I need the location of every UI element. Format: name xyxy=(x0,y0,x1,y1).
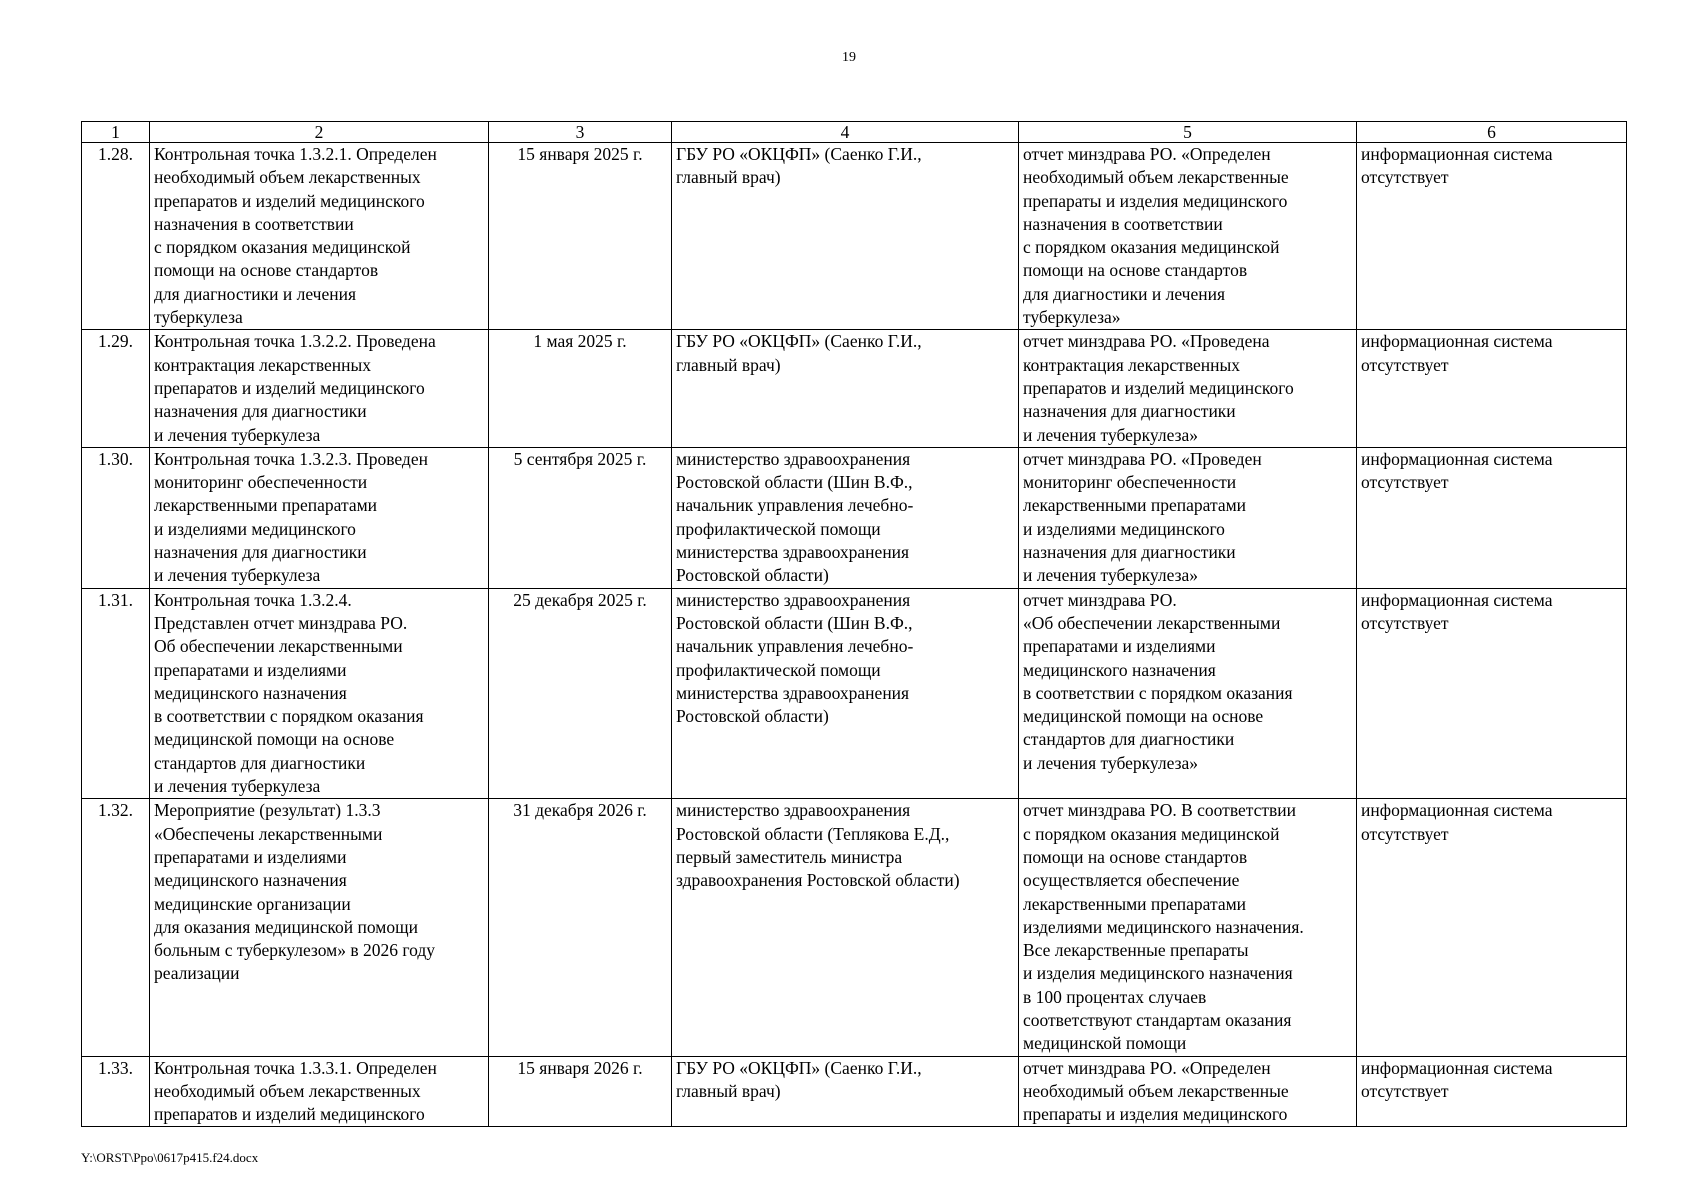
event-name-cell-line: для оказания медицинской помощи xyxy=(154,916,418,937)
result-cell-line: отчет минздрава РО. «Проведен xyxy=(1023,448,1262,469)
responsible-cell-line: профилактической помощи xyxy=(676,518,881,539)
event-name-cell-line: медицинского назначения xyxy=(154,682,347,703)
event-name-cell-line: для диагностики и лечения xyxy=(154,283,357,304)
event-name-cell-line: препаратами и изделиями xyxy=(154,659,347,680)
responsible-cell-line: начальник управления лечебно- xyxy=(676,495,914,516)
info-system-cell-line: информационная система xyxy=(1361,589,1553,610)
responsible-cell-line: начальник управления лечебно- xyxy=(676,636,914,657)
event-name-cell-line: назначения для диагностики xyxy=(154,542,367,563)
responsible-cell xyxy=(672,330,1019,447)
event-name-cell-line: назначения в соответствии xyxy=(154,213,354,234)
info-system-cell-line: отсутствует xyxy=(1361,823,1449,844)
result-cell xyxy=(1019,143,1357,330)
responsible-cell-line: Ростовской области (Теплякова Е.Д., xyxy=(676,823,950,844)
result-cell-line: стандартов для диагностики xyxy=(1023,729,1235,750)
event-name-cell-line: медицинской помощи на основе xyxy=(154,729,395,750)
result-cell-line: медицинской помощи xyxy=(1023,1033,1187,1054)
responsible-cell-line: министерство здравоохранения xyxy=(676,589,911,610)
column-header: 4 xyxy=(672,122,1019,143)
event-name-cell-line: с порядком оказания медицинской xyxy=(154,237,411,258)
info-system-cell-line: отсутствует xyxy=(1361,612,1449,633)
event-name-cell-line: назначения для диагностики xyxy=(154,401,367,422)
result-cell-line: лекарственными препаратами xyxy=(1023,893,1247,914)
event-name-cell-line: в соответствии с порядком оказания xyxy=(154,706,424,727)
event-name-cell-line: Об обеспечении лекарственными xyxy=(154,636,403,657)
event-name-cell-line: необходимый объем лекарственных xyxy=(154,167,421,188)
row-number: 1.28. xyxy=(82,143,150,330)
result-cell-line: в 100 процентах случаев xyxy=(1023,986,1207,1007)
event-name-cell-line: препаратов и изделий медицинского xyxy=(154,190,425,211)
event-name-cell-line: препаратами и изделиями xyxy=(154,846,347,867)
responsible-cell-line: Ростовской области) xyxy=(676,706,829,727)
result-cell-line: и изделиями медицинского xyxy=(1023,518,1225,539)
result-cell xyxy=(1019,1056,1357,1127)
event-name-cell xyxy=(150,330,489,447)
responsible-cell-line: профилактической помощи xyxy=(676,659,881,680)
event-name-cell xyxy=(150,588,489,799)
table-row xyxy=(82,143,1627,330)
result-cell-line: соответствуют стандартам оказания xyxy=(1023,1009,1292,1030)
info-system-cell xyxy=(1357,799,1627,1056)
event-name-cell-line: медицинские организации xyxy=(154,893,351,914)
info-system-cell-line: информационная система xyxy=(1361,331,1553,352)
result-cell-line: необходимый объем лекарственные xyxy=(1023,167,1289,188)
result-cell-line: туберкулеза» xyxy=(1023,307,1121,328)
result-cell-line: назначения в соответствии xyxy=(1023,213,1223,234)
result-cell-line: помощи на основе стандартов xyxy=(1023,260,1248,281)
event-name-cell-line: Контрольная точка 1.3.2.2. Проведена xyxy=(154,331,436,352)
event-name-cell-line: и лечения туберкулеза xyxy=(154,776,321,797)
result-cell-line: контрактация лекарственных xyxy=(1023,354,1240,375)
result-cell-line: и лечения туберкулеза» xyxy=(1023,424,1199,445)
result-cell-line: и лечения туберкулеза» xyxy=(1023,752,1199,773)
result-cell-line: назначения для диагностики xyxy=(1023,401,1236,422)
deadline-cell: 25 декабря 2025 г. xyxy=(489,588,672,799)
row-number: 1.33. xyxy=(82,1056,150,1127)
event-name-cell-line: препаратов и изделий медицинского xyxy=(154,377,425,398)
result-cell-line: отчет минздрава РО. «Определен xyxy=(1023,144,1271,164)
result-cell xyxy=(1019,799,1357,1056)
row-number: 1.29. xyxy=(82,330,150,447)
result-cell-line: осуществляется обеспечение xyxy=(1023,870,1240,891)
responsible-cell-line: министерства здравоохранения xyxy=(676,542,910,563)
event-name-cell-line: больным с туберкулезом» в 2026 году xyxy=(154,940,436,961)
result-cell-line: препараты и изделия медицинского xyxy=(1023,1104,1288,1125)
result-cell-line: лекарственными препаратами xyxy=(1023,495,1247,516)
result-cell-line: отчет минздрава РО. «Определен xyxy=(1023,1057,1271,1078)
event-name-cell-line: медицинского назначения xyxy=(154,870,347,891)
responsible-cell-line: ГБУ РО «ОКЦФП» (Саенко Г.И., xyxy=(676,144,922,164)
row-number: 1.32. xyxy=(82,799,150,1056)
result-cell-line: препаратов и изделий медицинского xyxy=(1023,377,1294,398)
table-row xyxy=(82,447,1627,588)
event-name-cell-line: помощи на основе стандартов xyxy=(154,260,379,281)
responsible-cell xyxy=(672,1056,1019,1127)
event-name-cell-line: препаратов и изделий медицинского xyxy=(154,1104,425,1125)
table-header-row xyxy=(82,122,1627,143)
result-cell-line: в соответствии с порядком оказания xyxy=(1023,682,1293,703)
responsible-cell-line: главный врач) xyxy=(676,167,781,188)
info-system-cell xyxy=(1357,588,1627,799)
event-name-cell xyxy=(150,447,489,588)
responsible-cell-line: Ростовской области) xyxy=(676,565,829,586)
column-header: 3 xyxy=(489,122,672,143)
result-cell xyxy=(1019,330,1357,447)
responsible-cell xyxy=(672,447,1019,588)
event-name-cell-line: контрактация лекарственных xyxy=(154,354,371,375)
result-cell-line: для диагностики и лечения xyxy=(1023,283,1226,304)
column-header: 1 xyxy=(82,122,150,143)
event-name-cell-line: Контрольная точка 1.3.2.3. Проведен xyxy=(154,448,428,469)
table-row xyxy=(82,330,1627,447)
column-header: 6 xyxy=(1357,122,1627,143)
deadline-cell: 15 января 2025 г. xyxy=(489,143,672,330)
event-name-cell-line: реализации xyxy=(154,963,240,984)
event-name-cell-line: стандартов для диагностики xyxy=(154,752,366,773)
info-system-cell-line: информационная система xyxy=(1361,448,1553,469)
info-system-cell-line: отсутствует xyxy=(1361,472,1449,493)
result-cell-line: с порядком оказания медицинской xyxy=(1023,237,1280,258)
responsible-cell xyxy=(672,588,1019,799)
event-name-cell-line: и лечения туберкулеза xyxy=(154,424,321,445)
row-number: 1.31. xyxy=(82,588,150,799)
result-cell-line: отчет минздрава РО. «Проведена xyxy=(1023,331,1270,352)
event-name-cell-line: и лечения туберкулеза xyxy=(154,565,321,586)
responsible-cell-line: главный врач) xyxy=(676,1080,781,1101)
result-cell-line: мониторинг обеспеченности xyxy=(1023,472,1237,493)
info-system-cell-line: информационная система xyxy=(1361,1057,1553,1078)
info-system-cell xyxy=(1357,447,1627,588)
event-name-cell-line: Представлен отчет минздрава РО. xyxy=(154,612,408,633)
responsible-cell-line: министерства здравоохранения xyxy=(676,682,910,703)
table-row xyxy=(82,799,1627,1056)
responsible-cell-line: Ростовской области (Шин В.Ф., xyxy=(676,612,913,633)
responsible-cell-line: главный врач) xyxy=(676,354,781,375)
info-system-cell-line: отсутствует xyxy=(1361,167,1449,188)
event-name-cell-line: необходимый объем лекарственных xyxy=(154,1080,421,1101)
result-cell xyxy=(1019,447,1357,588)
event-name-cell-line: мониторинг обеспеченности xyxy=(154,472,368,493)
responsible-cell-line: здравоохранения Ростовской области) xyxy=(676,870,960,891)
responsible-cell-line: ГБУ РО «ОКЦФП» (Саенко Г.И., xyxy=(676,331,922,352)
result-cell-line: Все лекарственные препараты xyxy=(1023,940,1249,961)
deadline-cell: 31 декабря 2026 г. xyxy=(489,799,672,1056)
table-row xyxy=(82,1056,1627,1127)
event-name-cell xyxy=(150,143,489,330)
event-name-cell xyxy=(150,1056,489,1127)
deadline-cell: 15 января 2026 г. xyxy=(489,1056,672,1127)
deadline-cell: 1 мая 2025 г. xyxy=(489,330,672,447)
responsible-cell xyxy=(672,799,1019,1056)
deadline-cell: 5 сентября 2025 г. xyxy=(489,447,672,588)
result-cell-line: и лечения туберкулеза» xyxy=(1023,565,1199,586)
info-system-cell xyxy=(1357,143,1627,330)
event-name-cell-line: Контрольная точка 1.3.2.1. Определен xyxy=(154,144,437,164)
row-number: 1.30. xyxy=(82,447,150,588)
result-cell-line: препаратами и изделиями xyxy=(1023,636,1216,657)
result-cell-line: отчет минздрава РО. xyxy=(1023,589,1177,610)
responsible-cell xyxy=(672,143,1019,330)
plan-table xyxy=(81,121,1627,1127)
info-system-cell-line: информационная система xyxy=(1361,800,1553,821)
result-cell-line: и изделия медицинского назначения xyxy=(1023,963,1293,984)
table-row xyxy=(82,588,1627,799)
responsible-cell-line: ГБУ РО «ОКЦФП» (Саенко Г.И., xyxy=(676,1057,922,1078)
responsible-cell-line: министерство здравоохранения xyxy=(676,800,911,821)
result-cell-line: медицинского назначения xyxy=(1023,659,1216,680)
result-cell-line: помощи на основе стандартов xyxy=(1023,846,1248,867)
event-name-cell-line: лекарственными препаратами xyxy=(154,495,378,516)
result-cell-line: необходимый объем лекарственные xyxy=(1023,1080,1289,1101)
info-system-cell-line: отсутствует xyxy=(1361,1080,1449,1101)
page-number: 19 xyxy=(842,50,856,65)
event-name-cell-line: туберкулеза xyxy=(154,307,243,328)
event-name-cell xyxy=(150,799,489,1056)
result-cell-line: медицинской помощи на основе xyxy=(1023,706,1264,727)
info-system-cell-line: информационная система xyxy=(1361,144,1553,164)
result-cell-line: назначения для диагностики xyxy=(1023,542,1236,563)
info-system-cell-line: отсутствует xyxy=(1361,354,1449,375)
responsible-cell-line: Ростовской области (Шин В.Ф., xyxy=(676,472,913,493)
result-cell-line: «Об обеспечении лекарственными xyxy=(1023,612,1281,633)
result-cell-line: с порядком оказания медицинской xyxy=(1023,823,1280,844)
responsible-cell-line: первый заместитель министра xyxy=(676,846,903,867)
event-name-cell-line: Контрольная точка 1.3.2.4. xyxy=(154,589,352,610)
info-system-cell xyxy=(1357,1056,1627,1127)
event-name-cell-line: и изделиями медицинского xyxy=(154,518,356,539)
result-cell-line: изделиями медицинского назначения. xyxy=(1023,916,1304,937)
column-header: 2 xyxy=(150,122,489,143)
info-system-cell xyxy=(1357,330,1627,447)
file-path-footer: Y:\ORST\Ppo\0617p415.f24.docx xyxy=(81,1150,259,1165)
column-header: 5 xyxy=(1019,122,1357,143)
event-name-cell-line: Мероприятие (результат) 1.3.3 xyxy=(154,800,381,821)
event-name-cell-line: Контрольная точка 1.3.3.1. Определен xyxy=(154,1057,437,1078)
result-cell xyxy=(1019,588,1357,799)
responsible-cell-line: министерство здравоохранения xyxy=(676,448,911,469)
event-name-cell-line: «Обеспечены лекарственными xyxy=(154,823,383,844)
result-cell-line: препараты и изделия медицинского xyxy=(1023,190,1288,211)
result-cell-line: отчет минздрава РО. В соответствии xyxy=(1023,800,1297,821)
